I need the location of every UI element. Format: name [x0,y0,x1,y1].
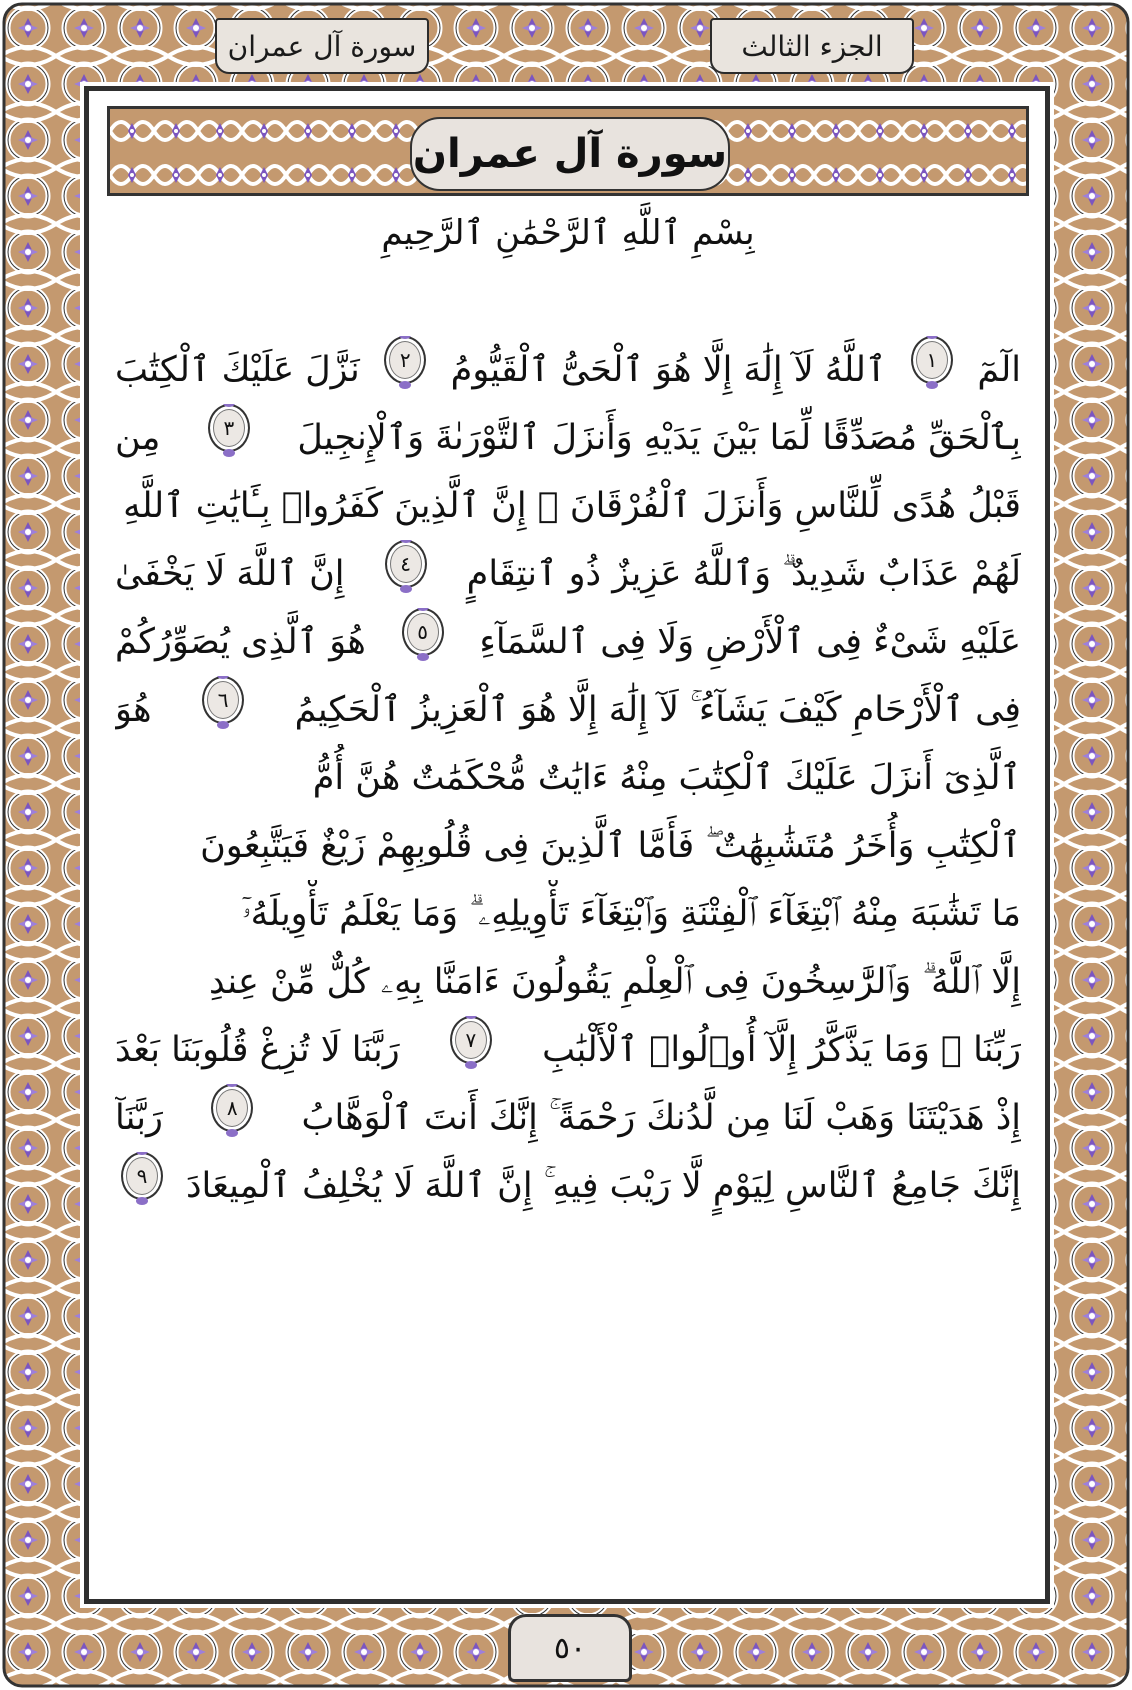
verse-line [115,608,1021,676]
surah-header [107,106,1029,196]
verse-text: هُوَ [115,690,152,730]
surah-running-label: سورة آل عمران [215,18,429,74]
verse-text: إِلَّا ٱللَّهُ ۗ وَٱلرَّٰسِخُونَ فِى ٱلْعِلْمِ يَقُولُونَ ءَامَنَّا بِهِۦ كُلٌّ مِّنْ عِندِ [209,962,1021,1002]
verse-line [115,404,1021,472]
verse-text: إِذْ هَدَيْتَنَا وَهَبْ لَنَا مِن لَّدُنكَ رَحْمَةً ۚ إِنَّكَ أَنتَ ٱلْوَهَّابُ [301,1098,1021,1138]
verse-text: فِى ٱلْأَرْحَامِ كَيْفَ يَشَآءُ ۚ لَآ إِلَٰهَ إِلَّا هُوَ ٱلْعَزِيزُ ٱلْحَكِيمُ [294,690,1021,730]
verse-text: ٱللَّهُ لَآ إِلَٰهَ إِلَّا هُوَ ٱلْحَىُّ ٱلْقَيُّومُ [450,350,887,390]
verse-text: رَبَّنَآ [115,1098,163,1138]
verse-line [115,676,1021,744]
verse-text: رَبَّنَا لَا تُزِغْ قُلُوبَنَا بَعْدَ [115,1030,400,1070]
surah-title: سورة آل عمران [410,117,730,191]
verse-text: الٓمٓ [977,350,1021,390]
verse-line [115,472,1021,540]
ayah-marker-icon: ٤ [385,540,427,588]
verse-text: رَبِّنَا ۗ وَمَا يَذَّكَّرُ إِلَّآ أُو۟لُوا۟ ٱلْأَلْبَٰبِ [542,1030,1021,1070]
verse-line [115,540,1021,608]
ayah-marker-icon: ٣ [208,404,250,452]
verse-text: مِن [115,418,161,458]
verse-line [115,1152,1021,1220]
verse-line [115,336,1021,404]
verse-line [115,948,1021,1016]
verse-line [115,1016,1021,1084]
verse-line [115,744,1021,812]
ayah-marker-icon: ٨ [211,1084,253,1132]
ayah-marker-icon: ٥ [402,608,444,656]
verse-text: قَبْلُ هُدًى لِّلنَّاسِ وَأَنزَلَ ٱلْفُرْقَانَ ۗ إِنَّ ٱلَّذِينَ كَفَرُوا۟ بِـَٔايَٰتِ ٱللَّهِ [123,486,1021,526]
verse-text: ٱلَّذِىٓ أَنزَلَ عَلَيْكَ ٱلْكِتَٰبَ مِنْهُ ءَايَٰتٌ مُّحْكَمَٰتٌ هُنَّ أُمُّ [312,758,1021,798]
page-number: ٥٠ [508,1614,632,1682]
verse-line [115,1084,1021,1152]
ayah-marker-icon: ١ [911,336,953,384]
verse-text: إِنَّ ٱللَّهَ لَا يَخْفَىٰ [115,554,345,594]
ayah-marker-icon: ٢ [384,336,426,384]
verse-text: مَا تَشَٰبَهَ مِنْهُ ٱبْتِغَآءَ ٱلْفِتْنَةِ وَٱبْتِغَآءَ تَأْوِيلِهِۦ ۗ وَمَا يَعْلَمُ تَأْوِيلَهُۥٓ [241,894,1021,934]
ayah-marker-icon: ٦ [202,676,244,724]
verse-lines [115,336,1021,1220]
verse-text: هُوَ ٱلَّذِى يُصَوِّرُكُمْ [115,622,366,662]
verse-line [115,880,1021,948]
verse-text: نَزَّلَ عَلَيْكَ ٱلْكِتَٰبَ [115,350,360,390]
ayah-marker-icon: ٧ [450,1016,492,1064]
verse-text: عَلَيْهِ شَىْءٌ فِى ٱلْأَرْضِ وَلَا فِى ٱلسَّمَآءِ [479,622,1021,662]
verse-line [115,812,1021,880]
verse-text: ٱلْكِتَٰبِ وَأُخَرُ مُتَشَٰبِهَٰتٌ ۖ فَأَمَّا ٱلَّذِينَ فِى قُلُوبِهِمْ زَيْغٌ فَيَتَّبِعُونَ [200,826,1021,866]
juz-label: الجزء الثالث [710,18,914,74]
verse-text: بِٱلْحَقِّ مُصَدِّقًا لِّمَا بَيْنَ يَدَيْهِ وَأَنزَلَ ٱلتَّوْرَىٰةَ وَٱلْإِنجِيلَ [297,418,1021,458]
basmala: بِسْمِ ٱللَّهِ ٱلرَّحْمَٰنِ ٱلرَّحِيمِ [381,213,755,253]
verse-text: إِنَّكَ جَامِعُ ٱلنَّاسِ لِيَوْمٍ لَّا رَيْبَ فِيهِ ۚ إِنَّ ٱللَّهَ لَا يُخْلِفُ ٱلْمِيعَادَ [185,1166,1021,1206]
verse-text: لَهُمْ عَذَابٌ شَدِيدٌ ۗ وَٱللَّهُ عَزِيزٌ ذُو ٱنتِقَامٍ [466,554,1021,594]
ayah-marker-icon: ٩ [121,1152,163,1200]
